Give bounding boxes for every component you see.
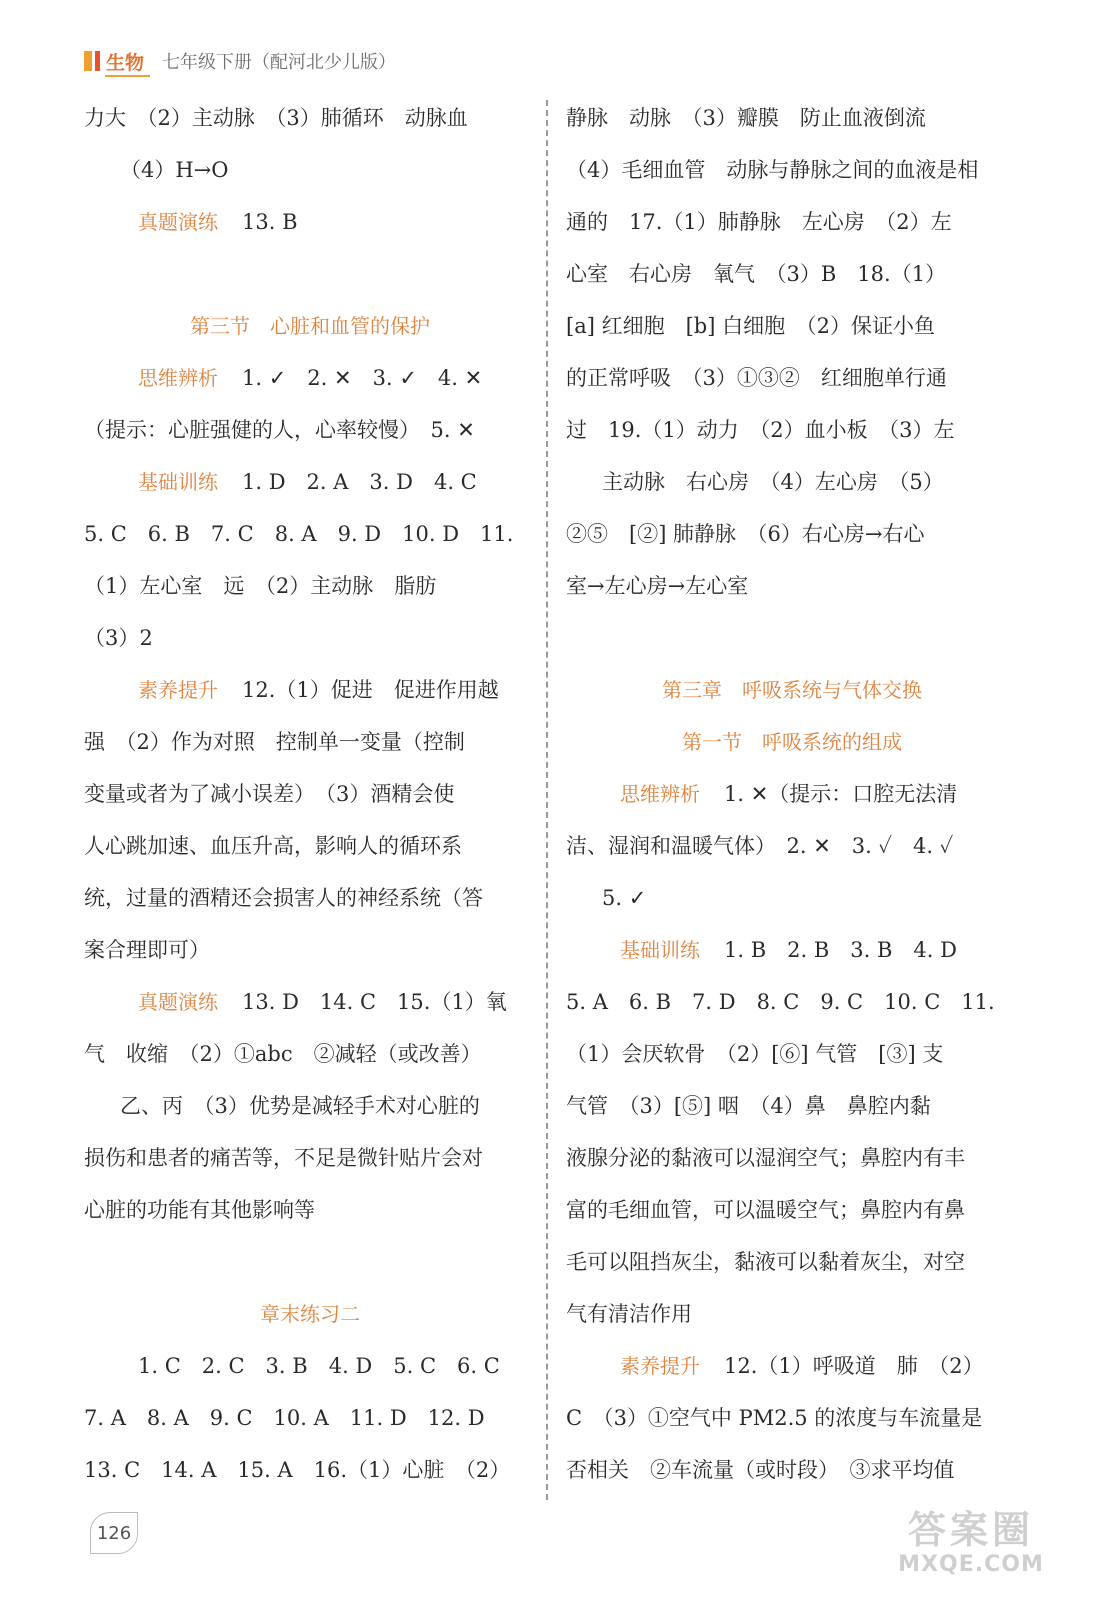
answer-line — [566, 352, 1018, 404]
answer-line — [566, 300, 1018, 352]
answer-line — [84, 196, 536, 248]
answer-text: 人心跳加速、血压升高，影响人的循环系 — [84, 834, 462, 858]
answer-text: 1. D 2. A 3. D 4. C — [242, 470, 477, 494]
answer-line — [566, 248, 1018, 300]
answer-text: 富的毛细血管，可以温暖空气；鼻腔内有鼻 — [566, 1198, 965, 1222]
spacer — [566, 612, 1018, 664]
answer-line — [84, 872, 536, 924]
answer-line — [84, 612, 536, 664]
answer-line — [84, 560, 536, 612]
answer-text: 13. B — [242, 210, 298, 234]
watermark-logo — [886, 1508, 1056, 1588]
answer-text: （4）毛细血管 动脉与静脉之间的血液是相 — [566, 158, 979, 182]
answer-text: 主动脉 右心房 （4）左心房 （5） — [602, 470, 944, 494]
answer-text: 1. C 2. C 3. B 4. D 5. C 6. C — [138, 1354, 500, 1378]
spacer — [84, 1236, 536, 1288]
grade-label: 七年级下册（配河北少儿版） — [162, 52, 397, 73]
watermark-line1: 答案圈 — [907, 1508, 1034, 1552]
answer-line — [566, 1132, 1018, 1184]
answer-text: 12.（1）呼吸道 肺 （2） — [724, 1354, 984, 1378]
answer-text: 5. A 6. B 7. D 8. C 9. C 10. C 11. — [566, 990, 995, 1014]
answer-text: 力大 （2）主动脉 （3）肺循环 动脉血 — [84, 106, 468, 130]
answer-line — [84, 92, 536, 144]
answer-text: 12.（1）促进 促进作用越 — [242, 678, 499, 702]
answer-line — [566, 1080, 1018, 1132]
answer-text: 洁、湿润和温暖气体） 2. ✕ 3. ✓ 4. ✓ — [566, 834, 954, 858]
answer-text: 过 19.（1）动力 （2）血小板 （3）左 — [566, 418, 955, 442]
answer-text: 1. ✓ 2. ✕ 3. ✓ 4. ✕ — [242, 366, 483, 390]
answer-line — [566, 404, 1018, 456]
answer-line — [84, 1028, 536, 1080]
answer-line — [84, 716, 536, 768]
answer-text: （4）H→O — [120, 158, 229, 182]
answer-text: （提示：心脏强健的人，心率较慢） 5. ✕ — [84, 418, 475, 442]
answer-text: （1）会厌软骨 （2）[⑥] 气管 [③] 支 — [566, 1042, 944, 1066]
answer-text: 的正常呼吸 （3）①③② 红细胞单行通 — [566, 366, 947, 390]
answer-line — [566, 92, 1018, 144]
answer-line — [566, 1444, 1018, 1496]
answer-text: 1. B 2. B 3. B 4. D — [724, 938, 957, 962]
answer-text: 7. A 8. A 9. C 10. A 11. D 12. D — [84, 1406, 485, 1430]
answer-line — [566, 508, 1018, 560]
answer-text: 否相关 ②车流量（或时段） ③求平均值 — [566, 1458, 955, 1482]
subject-label: 生物 — [106, 51, 145, 74]
watermark-line2: MXQE.COM — [898, 1552, 1044, 1577]
answer-text: （3）2 — [84, 626, 153, 650]
answer-line — [84, 768, 536, 820]
answer-text: 静脉 动脉 （3）瓣膜 防止血液倒流 — [566, 106, 926, 130]
answer-line — [84, 1132, 536, 1184]
exercise-tag: 素养提升 — [620, 1354, 700, 1378]
answer-text: 变量或者为了减小误差） （3）酒精会使 — [84, 782, 455, 806]
answer-text: [a] 红细胞 [b] 白细胞 （2）保证小鱼 — [566, 314, 935, 338]
answer-line — [84, 976, 536, 1028]
section-heading: 第三章 呼吸系统与气体交换 — [662, 678, 922, 702]
answer-text: 心脏的功能有其他影响等 — [84, 1198, 315, 1222]
answer-text: 室→左心房→左心室 — [566, 574, 749, 598]
answer-line — [84, 820, 536, 872]
answer-text: 心室 右心房 氧气 （3）B 18.（1） — [566, 262, 947, 286]
answer-line — [84, 144, 536, 196]
exercise-tag: 思维辨析 — [138, 366, 218, 390]
answer-line — [566, 1288, 1018, 1340]
answer-line — [566, 560, 1018, 612]
answer-line — [84, 1184, 536, 1236]
answer-text: 5. C 6. B 7. C 8. A 9. D 10. D 11. — [84, 522, 514, 546]
exercise-tag: 真题演练 — [138, 210, 218, 234]
answer-line — [566, 1340, 1018, 1392]
answer-line — [84, 404, 536, 456]
answer-text: 毛可以阻挡灰尘，黏液可以黏着灰尘，对空 — [566, 1250, 965, 1274]
exercise-tag: 思维辨析 — [620, 782, 700, 806]
right-column — [566, 92, 1018, 1496]
answer-text: 损伤和患者的痛苦等，不足是微针贴片会对 — [84, 1146, 483, 1170]
section-heading: 章末练习二 — [260, 1302, 360, 1326]
answer-line — [84, 664, 536, 716]
answer-line — [566, 144, 1018, 196]
answer-line — [84, 352, 536, 404]
answer-line — [566, 1184, 1018, 1236]
column-divider — [546, 100, 548, 1500]
answer-line — [566, 872, 1018, 924]
answer-text: 通的 17.（1）肺静脉 左心房 （2）左 — [566, 210, 952, 234]
answer-line — [84, 456, 536, 508]
section-heading: 第一节 呼吸系统的组成 — [682, 730, 902, 754]
answer-text: 统，过量的酒精还会损害人的神经系统（答 — [84, 886, 483, 910]
answer-line — [566, 456, 1018, 508]
answer-line — [566, 1236, 1018, 1288]
page-header — [84, 44, 396, 78]
answer-text: 气管 （3）[⑤] 咽 （4）鼻 鼻腔内黏 — [566, 1094, 931, 1118]
book-logo-icon — [84, 51, 100, 71]
answer-line — [84, 508, 536, 560]
answer-text: 5. ✓ — [602, 886, 647, 910]
spacer — [84, 248, 536, 300]
answer-text: 气有清洁作用 — [566, 1302, 692, 1326]
exercise-tag: 基础训练 — [620, 938, 700, 962]
exercise-tag: 真题演练 — [138, 990, 218, 1014]
subject-underline — [105, 75, 150, 77]
answer-line — [566, 1028, 1018, 1080]
exercise-tag: 基础训练 — [138, 470, 218, 494]
section-heading: 第三节 心脏和血管的保护 — [190, 314, 430, 338]
answer-line — [566, 768, 1018, 820]
answer-line — [84, 1080, 536, 1132]
answer-line — [566, 1392, 1018, 1444]
answer-line — [566, 924, 1018, 976]
answer-line — [566, 976, 1018, 1028]
answer-text: 案合理即可） — [84, 938, 210, 962]
answer-text: 13. D 14. C 15.（1）氧 — [242, 990, 507, 1014]
answer-line — [566, 820, 1018, 872]
answer-text: 13. C 14. A 15. A 16.（1）心脏 （2） — [84, 1458, 511, 1482]
left-column — [84, 92, 536, 1496]
answer-text: 气 收缩 （2）①abc ②减轻（或改善） — [84, 1042, 482, 1066]
answer-text: 液腺分泌的黏液可以湿润空气；鼻腔内有丰 — [566, 1146, 965, 1170]
answer-line — [84, 1340, 536, 1392]
answer-text: （1）左心室 远 （2）主动脉 脂肪 — [84, 574, 437, 598]
answer-text: 1. ✕（提示：口腔无法清 — [724, 782, 958, 806]
answer-line — [84, 924, 536, 976]
answer-text: 乙、丙 （3）优势是减轻手术对心脏的 — [120, 1094, 480, 1118]
exercise-tag: 素养提升 — [138, 678, 218, 702]
answer-line — [566, 196, 1018, 248]
answer-line — [84, 1392, 536, 1444]
answer-text: ②⑤ [②] 肺静脉 （6）右心房→右心 — [566, 522, 925, 546]
answer-text: 强 （2）作为对照 控制单一变量（控制 — [84, 730, 465, 754]
answer-line — [84, 1444, 536, 1496]
page-number: 126 — [90, 1512, 138, 1554]
answer-text: C （3）①空气中 PM2.5 的浓度与车流量是 — [566, 1406, 983, 1430]
